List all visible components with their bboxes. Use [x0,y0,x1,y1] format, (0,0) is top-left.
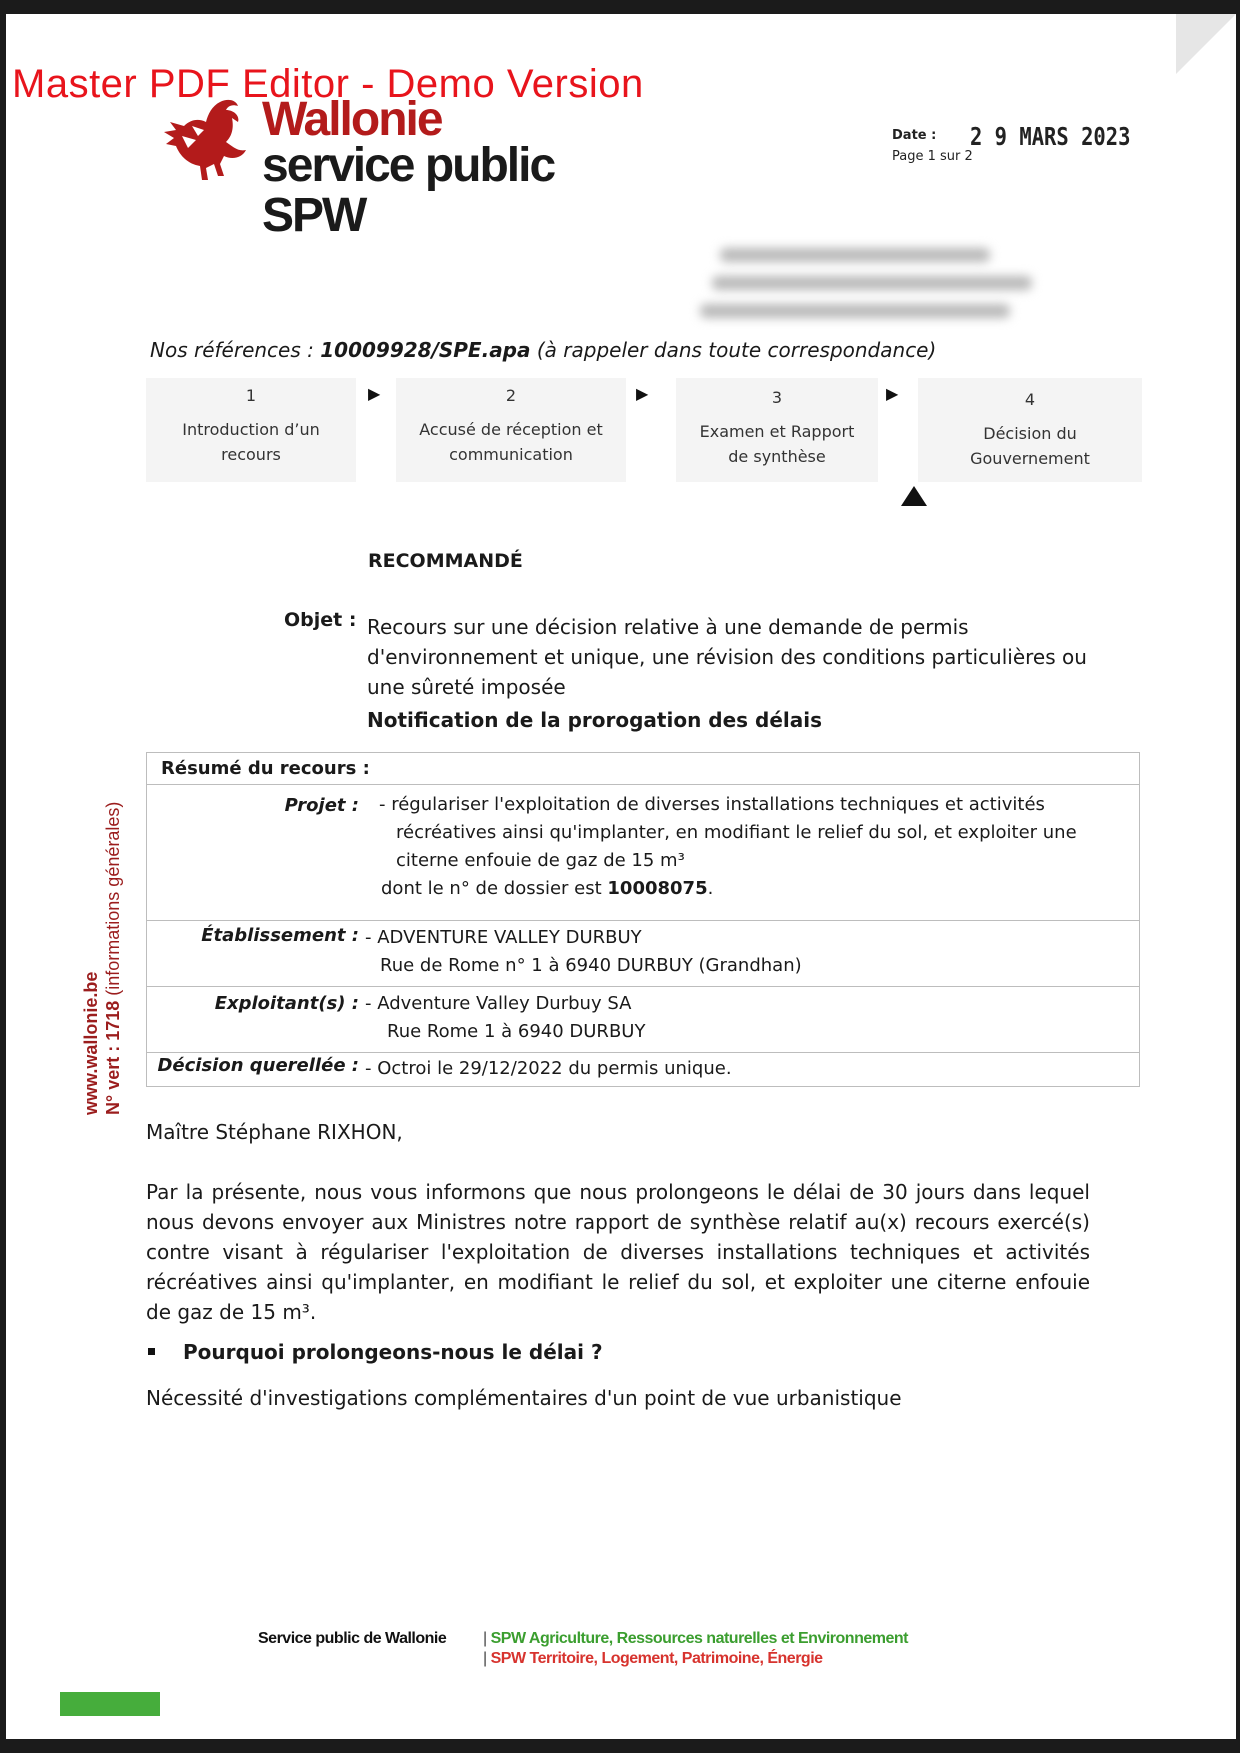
exploitant-name: - Adventure Valley Durbuy SA [365,993,632,1014]
exploitant-address: Rue Rome 1 à 6940 DURBUY [387,1021,646,1042]
demo-watermark: Master PDF Editor - Demo Version [12,62,644,106]
current-step-marker-icon [901,486,927,506]
objet-label: Objet : [284,609,357,631]
objet-text: Recours sur une décision relative à une demande de permis d'environnement et unique, une révision des conditions particulières ou une sûreté imposée [367,615,1087,699]
projet-label: Projet : [284,795,359,816]
summary-table [146,752,1140,1087]
step-3 [676,378,878,482]
summary-row-projet [147,784,1139,920]
reason-text: Nécessité d'investigations complémentaires d'un point de vue urbanistique [146,1386,902,1410]
projet-dossier [379,875,1139,903]
summary-title: Résumé du recours : [161,758,370,779]
redacted-address-line [700,304,1010,318]
recommande-label: RECOMMANDÉ [368,550,523,572]
footer-separator: | [483,1650,487,1667]
step-arrow-icon: ▶ [636,384,649,403]
step-4 [918,378,1142,482]
projet-line: citerne enfouie de gaz de 15 m³ [396,850,685,871]
summary-row-exploitant [147,986,1139,1052]
exploitant-value [365,987,1139,1046]
references-line [150,338,936,362]
step-number: 4 [1024,390,1036,409]
bullet-square-icon [148,1348,155,1355]
scan-border-bottom [0,1739,1240,1753]
footer-dept-agriculture [483,1630,908,1648]
dossier-suffix: . [707,878,714,899]
etablissement-label: Établissement : [201,925,359,946]
references-suffix: (à rappeler dans toute correspondance) [530,338,937,362]
exploitant-label: Exploitant(s) : [214,993,359,1014]
decision-label: Décision querellée : [157,1055,359,1076]
summary-row-etablissement [147,920,1139,986]
projet-value [379,785,1139,903]
date-stamp: 2 9 MARS 2023 [970,122,1131,151]
etablissement-name: - ADVENTURE VALLEY DURBUY [365,927,642,948]
question-heading: Pourquoi prolongeons-nous le délai ? [183,1340,603,1364]
step-label: Examen et Rapport de synthèse [699,422,855,466]
scan-border-top [0,0,1240,14]
step-1 [146,378,356,482]
step-label: Accusé de réception et communication [419,420,603,464]
green-tab-decoration [60,1692,160,1716]
objet-subtitle: Notification de la prorogation des délais [367,708,823,732]
etablissement-value [365,921,1139,980]
dossier-prefix: dont le n° de dossier est [381,878,608,899]
side-contact [80,802,124,1115]
side-hotline-number: N° vert : 1718 [103,1000,123,1115]
step-arrow-icon: ▶ [886,384,899,403]
side-website: www.wallonie.be [81,971,101,1115]
step-number: 2 [505,386,517,405]
date-label: Date : [892,128,937,143]
redacted-address-line [712,276,1032,290]
references-prefix: Nos références : [150,338,321,362]
procedure-steps [146,378,1142,482]
step-2 [396,378,626,482]
redacted-address-line [720,248,990,262]
greeting: Maître Stéphane RIXHON, [146,1120,403,1144]
step-label: Décision du Gouvernement [970,424,1090,468]
logo-wallonie: Wallonie [262,93,442,146]
summary-row-decision [147,1052,1139,1086]
references-number: 10009928/SPE.apa [320,338,531,362]
body-paragraph: Par la présente, nous vous informons que nous prolongeons le délai de 30 jours dans lequel nous devons envoyer aux Ministres notre rapport de synthèse relatif au(x) recours exercé(s) contre visant à régulariser l'exploitation de diverses installations techniques et activités récréatives ainsi qu'implanter, en modifiant le relief du sol, et exploiter une citerne enfouie de gaz de 15 m³. [146,1180,1090,1324]
footer-org: Service public de Wallonie [258,1630,447,1647]
logo-service-public: service public [262,139,555,192]
scan-border-right [1236,0,1240,1753]
date-block [892,122,1131,164]
decision-value: - Octroi le 29/12/2022 du permis unique. [365,1058,732,1079]
logo-spw: SPW [262,189,366,242]
step-arrow-icon: ▶ [368,384,381,403]
page-fold-corner [1176,14,1236,74]
rooster-icon [162,96,254,184]
projet-line: récréatives ainsi qu'implanter, en modifiant le relief du sol, et exploiter une [396,822,1077,843]
side-hotline [102,802,124,1115]
scan-border-left [0,0,6,1753]
footer-separator: | [483,1630,487,1647]
step-number: 3 [771,388,783,407]
etablissement-address: Rue de Rome n° 1 à 6940 DURBUY (Grandhan) [380,955,802,976]
footer-dept2-label: SPW Territoire, Logement, Patrimoine, Énergie [490,1650,823,1667]
step-label: Introduction d’un recours [182,420,320,464]
page-number: Page 1 sur 2 [892,149,973,164]
step-number: 1 [245,386,257,405]
side-hotline-info: (informations générales) [103,801,123,1001]
footer-dept1-label: SPW Agriculture, Ressources naturelles et Environnement [490,1630,908,1647]
dossier-number: 10008075 [607,878,708,899]
footer-dept-territoire [483,1650,823,1668]
projet-line: - régulariser l'exploitation de diverses installations techniques et activités [379,794,1045,815]
